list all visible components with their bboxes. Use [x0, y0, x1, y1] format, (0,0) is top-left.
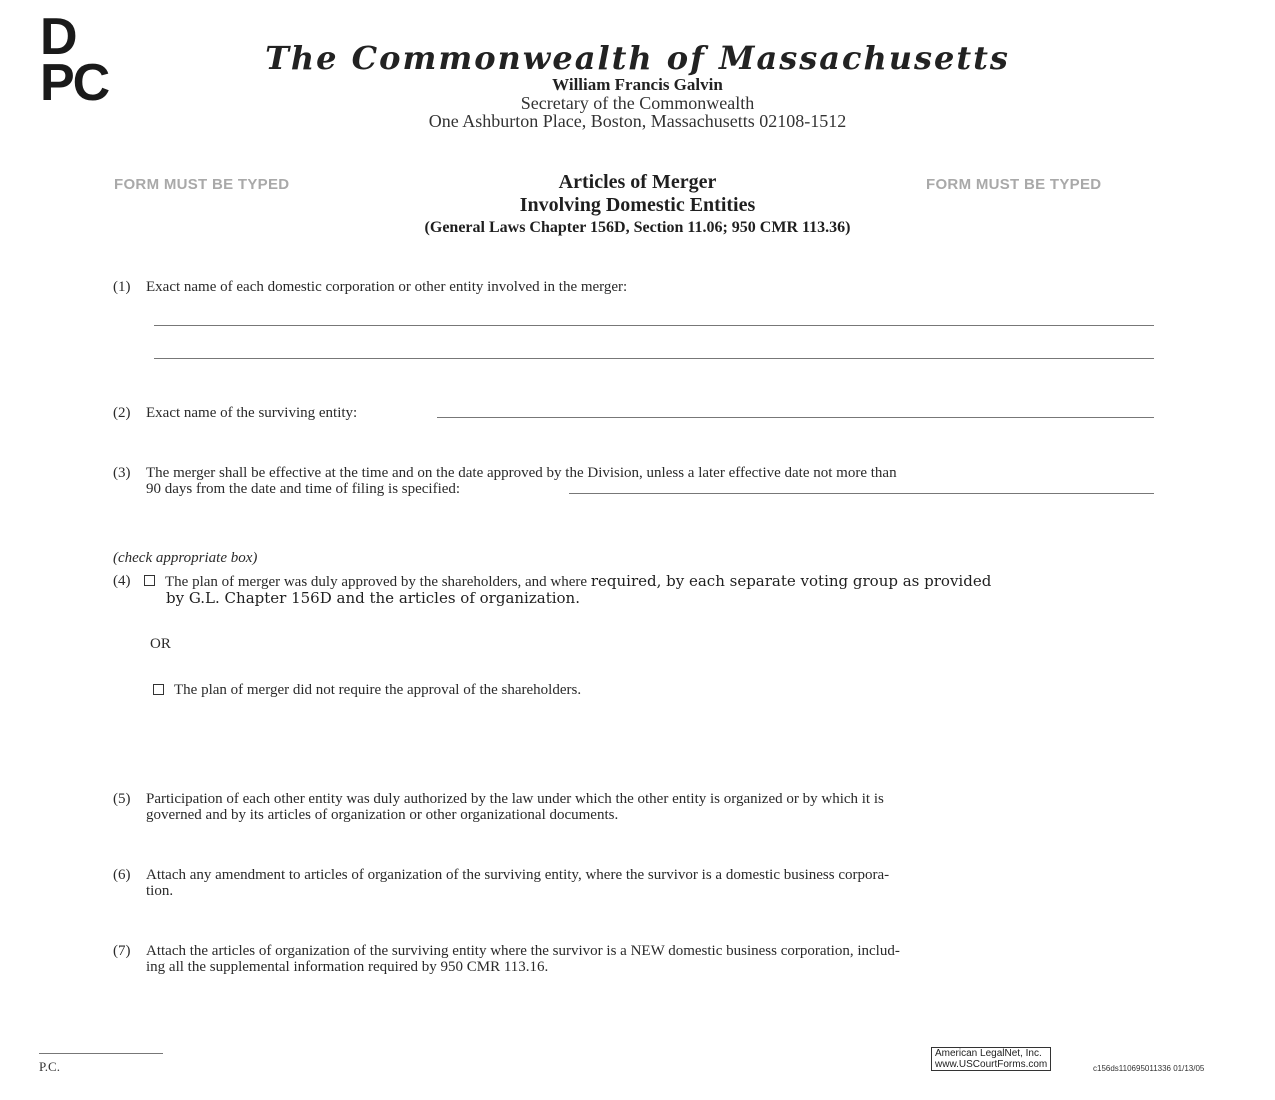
item-6-line-2: tion. — [146, 883, 174, 899]
surviving-entity-field[interactable] — [437, 417, 1154, 418]
entity-name-field-2[interactable] — [154, 358, 1154, 359]
item-6-number: (6) — [113, 867, 131, 883]
document-header — [0, 40, 1275, 130]
office-address: One Ashburton Place, Boston, Massachusetts 02108-1512 — [428, 111, 847, 131]
pc-label: P.C. — [39, 1059, 60, 1074]
option-b-label: The plan of merger did not require the approval of the shareholders. — [174, 682, 582, 698]
check-box-instruction: (check appropriate box) — [113, 550, 258, 566]
option-a-line-1-continued: required, by each separate voting group as provided — [590, 572, 992, 590]
item-5-number: (5) — [113, 791, 131, 807]
item-6 — [0, 867, 1275, 903]
entity-name-field-1[interactable] — [154, 325, 1154, 326]
form-statute-reference: (General Laws Chapter 156D, Section 11.06; 950 CMR 113.36) — [424, 219, 851, 236]
item-2-label: Exact name of the surviving entity: — [146, 405, 358, 421]
item-5-line-1: Participation of each other entity was duly authorized by the law under which the other entity is organized or by which it is — [146, 791, 884, 807]
no-shareholder-approval-checkbox[interactable] — [153, 684, 164, 695]
effective-date-field[interactable] — [569, 493, 1154, 494]
item-7-number: (7) — [113, 943, 131, 959]
item-3 — [0, 465, 1275, 501]
form-subtitle: Involving Domestic Entities — [519, 194, 756, 216]
item-4-number: (4) — [113, 573, 131, 589]
item-3-number: (3) — [113, 465, 131, 481]
item-3-line-2: 90 days from the date and time of filing is specified: — [146, 481, 461, 497]
logo-line-2: PC — [40, 54, 109, 112]
pc-signature-line[interactable] — [39, 1053, 163, 1054]
item-5 — [0, 791, 1275, 827]
item-7-line-1: Attach the articles of organization of the surviving entity where the survivor is a NEW domestic business corporation, includ- — [146, 943, 900, 959]
form-title: Articles of Merger — [558, 171, 717, 193]
form-must-be-typed-left: FORM MUST BE TYPED — [114, 176, 290, 193]
item-1 — [0, 279, 1275, 369]
option-a-line-2: by G.L. Chapter 156D and the articles of organization. — [166, 589, 580, 607]
or-label: OR — [150, 636, 171, 652]
item-1-label: Exact name of each domestic corporation or other entity involved in the merger: — [146, 279, 628, 295]
item-4 — [0, 573, 1275, 703]
item-7-line-2: ing all the supplemental information required by 950 CMR 113.16. — [146, 959, 549, 975]
item-6-line-1: Attach any amendment to articles of organization of the surviving entity, where the survivor is a domestic business corpora- — [146, 867, 890, 883]
item-1-number: (1) — [113, 279, 131, 295]
option-a-line-1-serif: The plan of merger was duly approved by the shareholders, and where — [165, 574, 591, 590]
publisher-box — [931, 1047, 1051, 1071]
form-code: c156ds110695011336 01/13/05 — [1093, 1064, 1205, 1073]
form-title-block — [0, 171, 1275, 239]
option-a-line-1 — [165, 573, 991, 590]
secretary-title: Secretary of the Commonwealth — [520, 93, 755, 113]
secretary-name: William Francis Galvin — [552, 75, 723, 94]
shareholders-approved-checkbox[interactable] — [144, 575, 155, 586]
publisher-url: www.USCourtForms.com — [935, 1059, 1048, 1070]
item-7 — [0, 943, 1275, 979]
commonwealth-title: The Commonwealth of Massachusetts — [265, 39, 1010, 77]
item-2 — [0, 405, 1275, 425]
item-3-line-1: The merger shall be effective at the time and on the date approved by the Division, unless a later effective date not more than — [146, 465, 897, 481]
publisher-name: American LegalNet, Inc. — [935, 1048, 1042, 1059]
form-must-be-typed-right: FORM MUST BE TYPED — [926, 176, 1102, 193]
item-5-line-2: governed and by its articles of organization or other organizational documents. — [146, 807, 619, 823]
logo-line-1: D — [40, 8, 78, 66]
item-2-number: (2) — [113, 405, 131, 421]
